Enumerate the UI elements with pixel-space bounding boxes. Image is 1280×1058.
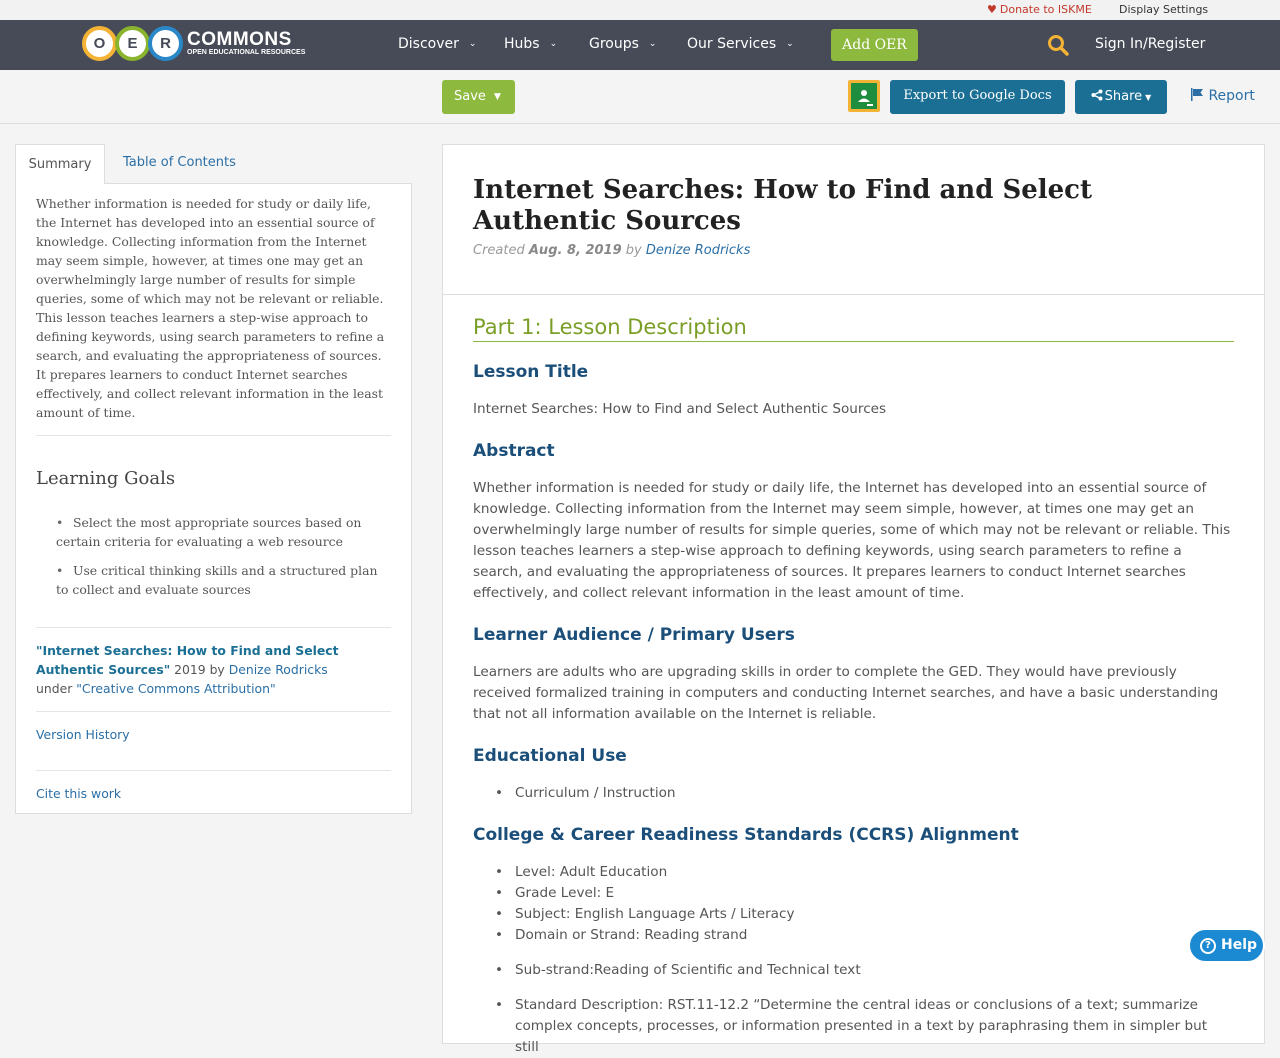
lesson-content <box>443 295 1264 1058</box>
abstract-heading: Abstract <box>473 441 555 461</box>
citation-title: "Internet Searches: How to Find and Select Authentic Sources" <box>36 643 339 677</box>
save-button[interactable] <box>442 80 515 114</box>
lesson-title-heading: Lesson Title <box>473 362 589 382</box>
part-heading: Part 1: Lesson Description <box>473 313 1234 342</box>
list-item: • Level: Adult Education <box>473 862 1234 883</box>
share-icon <box>1091 89 1103 101</box>
learning-goal: • Use critical thinking skills and a structured plan to collect and evaluate sources <box>56 563 378 597</box>
nav-our-services[interactable] <box>687 36 794 52</box>
logo-letter-o: O <box>82 26 117 61</box>
citation-under: under <box>36 681 77 696</box>
version-history-row <box>36 711 391 744</box>
list-item: • Standard Description: RST.11-12.2 “Determine the central ideas or conclusions of a text; summarize complex concepts, processes, or information presented in a text by paraphrasing them in simpler but still <box>473 995 1234 1058</box>
list-item: • Curriculum / Instruction <box>473 783 1234 804</box>
ccrs-heading: College & Career Readiness Standards (CCRS) Alignment <box>473 825 1019 845</box>
cite-this-work-link[interactable]: Cite this work <box>36 786 122 801</box>
ccrs-list <box>473 862 1234 1058</box>
chevron-down-icon: ⌄ <box>786 39 794 49</box>
nav-label: Our Services <box>687 36 777 52</box>
license-link[interactable]: "Creative Commons Attribution" <box>76 681 276 696</box>
caret-down-icon: ▼ <box>494 92 501 102</box>
created-label: Created <box>473 243 525 258</box>
lesson-title-text: Internet Searches: How to Find and Select Authentic Sources <box>473 401 887 417</box>
educational-use-heading: Educational Use <box>473 746 627 766</box>
export-google-docs-button[interactable]: Export to Google Docs <box>890 80 1065 114</box>
abstract-text: Whether information is needed for study or daily life, the Internet has developed into an essential source of knowledge. Collecting information from the Internet may seem simple, however, at times one may get an overwhelmingly large number of results for simple queries, some of which may not be relevant or reliable. This lesson teaches learners a step-wise approach to defining keywords, using search parameters to refine a search, and evaluating the appropriateness of sources. It prepares learners to conduct Internet searches effectively, and collect relevant information in the least amount of time. <box>473 480 1231 601</box>
classroom-person-glyph <box>851 83 877 109</box>
audience-heading: Learner Audience / Primary Users <box>473 625 795 645</box>
chevron-down-icon: ⌄ <box>549 39 558 49</box>
utility-bar <box>0 0 1280 20</box>
main-nav <box>0 20 1280 70</box>
resource-summary: Whether information is needed for study or daily life, the Internet has developed into an essential source of knowledge. Collecting information from the Internet may seem simple, however, at times one may get an overwhelmingly large number of results for simple queries, some of which may not be relevant or reliable. This lesson teaches learners a step-wise approach to defining keywords, using search parameters to refine a search, and evaluating the appropriateness of sources. It prepares learners to conduct Internet searches effectively, and collect relevant information in the least amount of time. <box>36 184 391 436</box>
by-label: by <box>625 243 642 258</box>
report-link[interactable] <box>1190 88 1255 104</box>
author-link[interactable]: Denize Rodricks <box>645 243 751 258</box>
created-line <box>473 243 1234 258</box>
caret-down-icon: ▼ <box>1145 93 1152 102</box>
share-button[interactable] <box>1075 80 1167 114</box>
learning-goals-title: Learning Goals <box>36 468 176 489</box>
resource-header <box>443 145 1264 295</box>
help-label: Help <box>1221 937 1258 953</box>
search-icon[interactable] <box>1046 33 1070 57</box>
oer-commons-logo[interactable] <box>82 25 305 61</box>
list-item <box>36 513 391 551</box>
resource-action-bar <box>0 70 1280 124</box>
nav-label: Groups <box>589 36 639 52</box>
list-item: • Grade Level: E <box>473 883 1234 904</box>
help-button[interactable] <box>1188 928 1265 963</box>
report-label: Report <box>1208 88 1255 104</box>
summary-panel <box>15 183 412 814</box>
audience-text: Learners are adults who are upgrading skills in order to complete the GED. They would have previously received formalized training in computers and conducting Internet searches, and have a basic understanding that not all information available on the Internet is reliable. <box>473 664 1219 722</box>
attribution-block <box>36 627 391 698</box>
display-settings-link[interactable]: Display Settings <box>1119 3 1209 16</box>
nav-label: Hubs <box>504 36 540 52</box>
nav-hubs[interactable] <box>504 36 557 52</box>
save-label: Save <box>454 89 486 104</box>
educational-use-list <box>473 783 1234 804</box>
page-title: Internet Searches: How to Find and Select Authentic Sources <box>473 175 1093 236</box>
classroom-board <box>851 83 877 109</box>
share-label: Share <box>1104 89 1143 104</box>
donate-label: Donate to ISKME <box>999 3 1092 16</box>
created-date: Aug. 8, 2019 <box>528 243 622 258</box>
logo-letter-r: R <box>148 26 183 61</box>
version-history-link[interactable]: Version History <box>36 727 130 742</box>
tab-summary[interactable]: Summary <box>15 144 105 184</box>
list-item: • Sub-strand:Reading of Scientific and Technical text <box>473 960 1234 981</box>
logo-brand: COMMONS <box>187 28 292 50</box>
learning-goal: • Select the most appropriate sources based on certain criteria for evaluating a web resource <box>56 515 362 549</box>
chevron-down-icon: ⌄ <box>468 39 477 49</box>
resource-content-panel <box>442 144 1265 1055</box>
chevron-down-icon: ⌄ <box>648 39 657 49</box>
google-classroom-icon[interactable] <box>848 80 880 112</box>
add-oer-button[interactable]: Add OER <box>831 29 918 61</box>
tab-table-of-contents[interactable]: Table of Contents <box>123 155 236 170</box>
nav-groups[interactable] <box>589 36 656 52</box>
flag-icon <box>1190 88 1204 101</box>
nav-label: Discover <box>398 36 459 52</box>
cite-work-row <box>36 770 391 803</box>
heart-icon: ♥ <box>987 3 997 16</box>
list-item <box>36 561 391 599</box>
logo-letter-e: E <box>115 26 150 61</box>
learning-goals-list <box>36 513 391 599</box>
citation-year: 2019 by <box>170 662 229 677</box>
sign-in-register-link[interactable]: Sign In/Register <box>1095 36 1206 52</box>
list-item: • Subject: English Language Arts / Literacy <box>473 904 1234 925</box>
question-icon: ? <box>1200 938 1216 954</box>
logo-tagline: OPEN EDUCATIONAL RESOURCES <box>187 48 306 56</box>
citation-author-link[interactable]: Denize Rodricks <box>228 662 328 677</box>
list-item: • Domain or Strand: Reading strand <box>473 925 1234 946</box>
sidebar-tabs <box>15 144 412 184</box>
donate-link[interactable] <box>987 3 1092 16</box>
logo-wordmark <box>187 30 305 57</box>
nav-discover[interactable] <box>398 36 476 52</box>
